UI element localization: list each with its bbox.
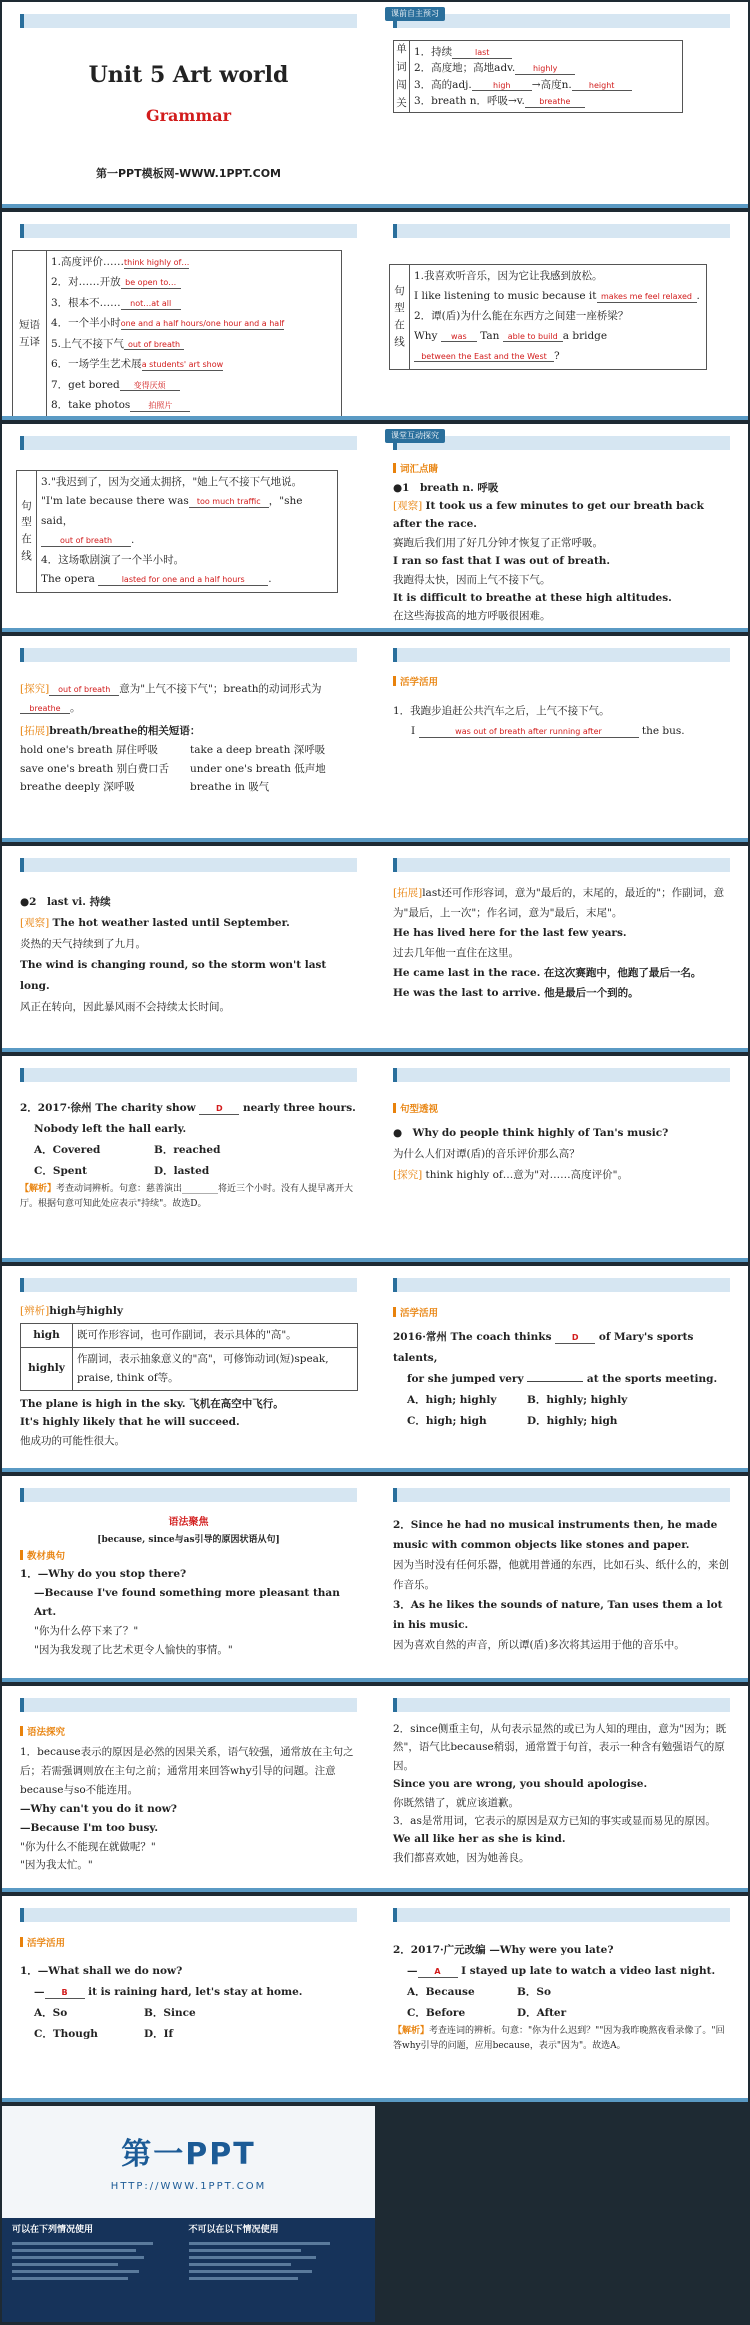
ad-can-use: 可以在下列情况使用	[12, 2225, 94, 2235]
slide-grammar-examples: 2．Since he had no musical instruments then, he made music with common objects like stones and paper. 因为当时没有任何乐器，他就用普通的东西，比如石头、纸什么的，来创作音乐。 3．As he likes the sounds of nature, Tan uses them a lot in his music. 因为喜欢自然的声音，所以谭(盾)多次将其运用于他的音乐中。	[375, 1476, 748, 1682]
vocab-row: 3．breath n．呼吸→v. breathe	[414, 93, 678, 109]
section-pill: 课前自主预习	[385, 7, 445, 21]
slide-ad	[2, 2106, 375, 2322]
slide-high-highly: [辨析]high与highly high 既可作形容词，也可作副词，表示具体的"高"。 highly 作副词，表示抽象意义的"高"，可修饰动词(短)speak, praise, think of等。 The plane is high in the sky. 飞机在高空中飞行。 It's highly likely that he will succeed. 他成功的可能性很大。	[2, 1266, 375, 1472]
phrase-row: 8．take photos 拍照片	[51, 395, 337, 415]
vocab-row: 1．持续 last	[414, 44, 678, 60]
ad-logo: 第一PPT	[121, 2137, 256, 2172]
vocab-row: 3．高的adj. high →高度n. height	[414, 77, 678, 93]
slide-breath-explore: [探究] out of breath 意为"上气不接下气"；breath的动词形式为breathe 。 [拓展]breath/breathe的相关短语： hold one's breath 屏住呼吸 take a deep breath 深呼吸 save one's breath 别白费口舌 under one's breath 低声地 breathe deeply 深呼吸 breathe in 吸气	[2, 636, 375, 842]
slide-sentences-1: 句 型 在 线 1.我喜欢听音乐，因为它让我感到放松。 I like listening to music because it makes me feel relaxed . 2．谭(盾)为什么能在东西方之间建一座桥梁？ Why was Tan able to build a bridge between the East and the West ?	[375, 212, 748, 420]
slide-sentence-pattern: 句型透视 ● Why do people think highly of Tan's music? 为什么人们对谭(盾)的音乐评价那么高？ [探究] think highly of…意为"对……高度评价"。	[375, 1056, 748, 1262]
phrase-row: 2．对……开放 be open to…	[51, 272, 337, 292]
vocab-row: 2．高度地；高地adv. highly	[414, 60, 678, 76]
ad-cannot-use: 不可以在以下情况使用	[188, 2225, 279, 2235]
phrase-row: 5.上气不接下气 out of breath	[51, 334, 337, 354]
phrase-row: 6．一场学生艺术展a students' art show	[51, 358, 224, 371]
slide-sentences-2: 句 型 在 线 3."我迟到了，因为交通太拥挤，"她上气不接下气地说。 "I'm late because there was too much traffic ，"she said， out of breath . 4．这场歌剧演了一个半小时。 The opera lasted for one and a half hours .	[2, 424, 375, 632]
phrase-row: 7．get bored 变得厌烦	[51, 375, 337, 395]
slide-breath: 课堂互动探究 词汇点睛 ●1 breath n. 呼吸 [观察] It took us a few minutes to get our breath back after the race. 赛跑后我们用了好几分钟才恢复了正常呼吸。 I ran so fast that I was out of breath. 我跑得太快，因而上气不接下气。 It is difficult to breathe at these high altitudes. 在这些海拔高的地方呼吸很困难。	[375, 424, 748, 632]
phrase-row: 4．一个半小时one and a half hours/one hour and a half	[51, 317, 285, 330]
slide-vocab: 课前自主预习 单 词 闯 关 1．持续 last 2．高度地；高地adv. highly 3．高的adj. high →高度n. height 3．breath n．呼吸→v. breathe	[375, 2, 748, 208]
slide-title	[2, 2, 375, 208]
slide-phrases: 短语 互译 1.高度评价……think highly of… 2．对……开放 be open to… 3．根本不…… not…at all 4．一个半小时one and a half hours/one hour and a half 5.上气不接下气 out of breath 6．一场学生艺术展a students' art show 7．get bored 变得厌烦 8．take photos 拍照片	[2, 212, 375, 420]
slide-practice-2: 活学活用 2016·常州 The coach thinks D of Mary's sports talents, for she jumped very at the sports meeting. A．high; highly B．highly; highly C．high; high D．highly; high	[375, 1266, 748, 1472]
slide-grammar-focus: 语法聚焦 [because, since与as引导的原因状语从句] 教材典句 1．—Why do you stop there? —Because I've found something more pleasant than Art. "你为什么停下来了？" "因为我发现了比艺术更令人愉快的事情。"	[2, 1476, 375, 1682]
slide-main-title: Unit 5 Art world	[88, 62, 289, 88]
phrase-row: 3．根本不…… not…at all	[51, 293, 337, 313]
slide-subtitle: Grammar	[145, 106, 232, 126]
slide-quiz-last: 2．2017·徐州 The charity show D nearly three hours. Nobody left the hall early. A．Covered B．reached C．Spent D．lasted 【解析】考查动词辨析。句意：慈善演出________将近三个小时。没有人提早离开大厅。根据句意可知此处应表示"持续"。故选D。	[2, 1056, 375, 1262]
phrase-row: 1.高度评价……think highly of…	[51, 256, 190, 268]
slide-grammar-explore: 语法探究 1．because表示的原因是必然的因果关系，语气较强，通常放在主句之后；若需强调则放在主句之前；通常用来回答why引导的问题。注意because与so不能连用。 —Why can't you do it now? —Because I'm too busy. "你为什么不能现在就做呢？" "因为我太忙。"	[2, 1686, 375, 1892]
slide-last-expand: [拓展]last还可作形容词，意为"最后的，末尾的，最近的"；作副词，意为"最后，上一次"；作名词，意为"最后，末尾"。 He has lived here for the last few years. 过去几年他一直住在这里。 He came last in the race. 在这次赛跑中，他跑了最后一名。 He was the last to arrive. 他是最后一个到的。	[375, 846, 748, 1052]
slide-since-as: 2．since侧重主句，从句表示显然的或已为人知的理由，意为"因为；既然"，语气比because稍弱，通常置于句首，表示一种含有勉强语气的原因。 Since you are wrong, you should apologise. 你既然错了，就应该道歉。 3．as是常用词，它表示的原因是双方已知的事实或显而易见的原因。 We all like her as she is kind. 我们都喜欢她，因为她善良。	[375, 1686, 748, 1892]
slide-last: ●2 last vi. 持续 [观察] The hot weather lasted until September. 炎热的天气持续到了九月。 The wind is changing round, so the storm won't last long. 风正在转向，因此暴风雨不会持续太长时间。	[2, 846, 375, 1052]
site-name: 第一PPT模板网-WWW.1PPT.COM	[95, 166, 282, 180]
ad-url: HTTP://WWW.1PPT.COM	[110, 2180, 267, 2192]
slide-practice-3: 活学活用 1．—What shall we do now? — B it is raining hard, let's stay at home. A．So B．Since C．Though D．If	[2, 1896, 375, 2102]
slide-practice-4: 2．2017·广元改编 —Why were you late? — A I stayed up late to watch a video last night. A．Because B．So C．Before D．After 【解析】考查连词的辨析。句意："你为什么迟到？""因为我昨晚熬夜看录像了。"回答why引导的问题，应用because，表示"因为"。故选A。	[375, 1896, 748, 2102]
slide-practice-1: 活学活用 1．我跑步追赶公共汽车之后，上气不接下气。 I was out of breath after running after the bus.	[375, 636, 748, 842]
